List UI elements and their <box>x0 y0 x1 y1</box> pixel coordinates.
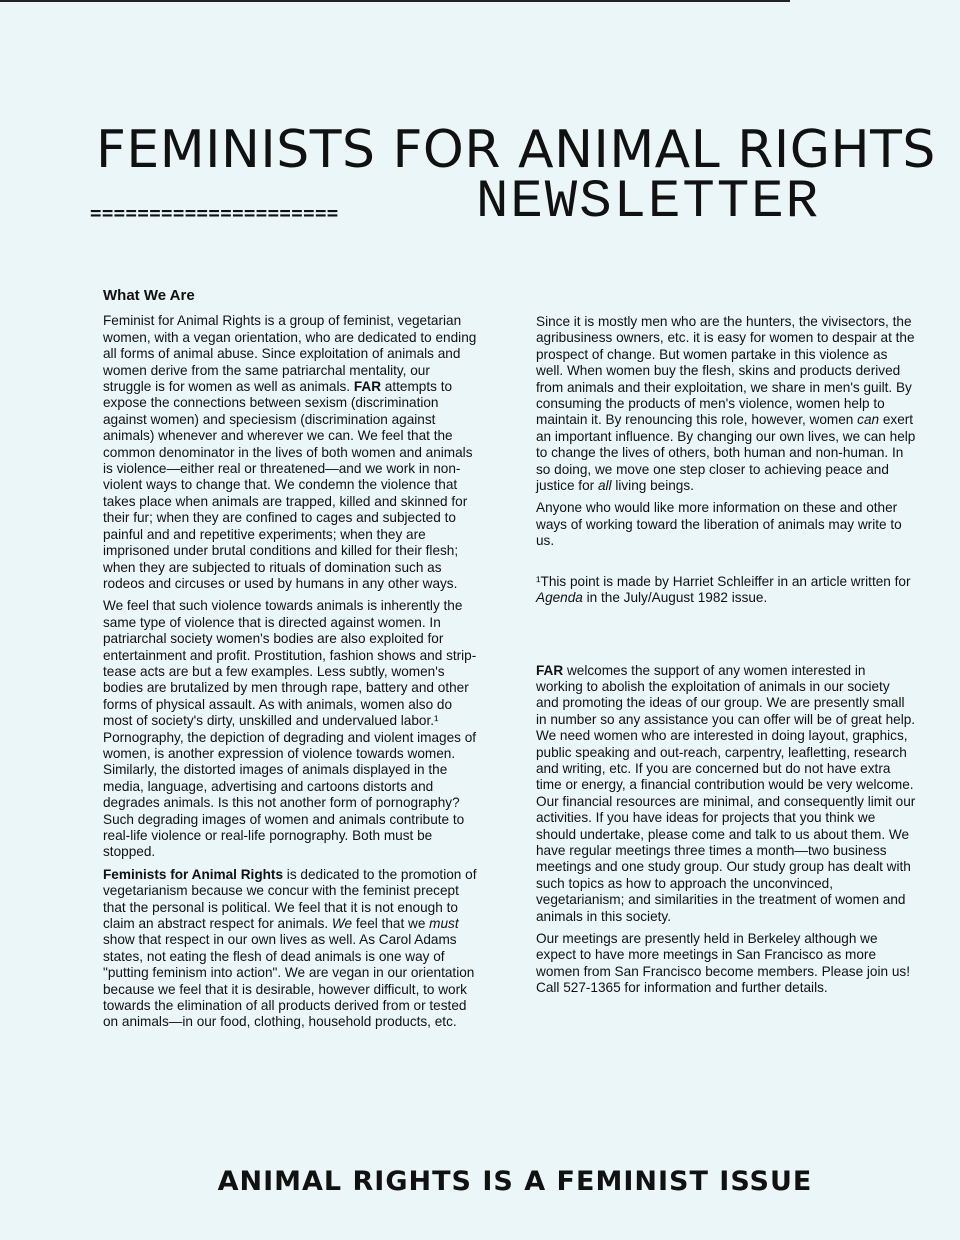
newsletter-subtitle: NEWSLETTER <box>476 172 821 233</box>
newsletter-title: FEMINISTS FOR ANIMAL RIGHTS <box>96 120 936 180</box>
text-run: welcomes the support of any women interested in working to abolish the exploitation of animals in our society and promoting the ideas of our group. We are presently small in number so any assistance you can offer will be of great help. We need women who are interested in doing layout, graphics, public speaking and out-reach, carpentry, leafletting, research and writing, etc. If you are concerned but do not have extra time or energy, a financial contribution would be very welcome. Our financial resources are minimal, and consequently limit our activities. If you have ideas for projects that you think we should undertake, please come and talk to us about them. We have regular meetings three times a month—two business meetings and one study group. Our study group has dealt with such topics as how to approach the unconvinced, vegetarianism; and similarities in the treatment of women and animals in this society. <box>536 662 916 924</box>
footer-slogan: ANIMAL RIGHTS IS A FEMINIST ISSUE <box>217 1166 813 1197</box>
bold-text: Feminists for Animal Rights <box>103 866 284 882</box>
footnote <box>536 574 916 607</box>
text-run: ¹This point is made by Harriet Schleiffer in an article written for <box>536 573 911 589</box>
text-run: is dedicated to the promotion of vegetarianism because we concur with the feminist precept that the personal is political. We feel that it is not enough to claim an abstract respect for animals. <box>103 866 477 932</box>
italic-text: must <box>429 916 459 932</box>
subtitle-row <box>90 172 880 238</box>
italic-text: all <box>597 478 612 494</box>
text-run: living beings. <box>611 478 694 494</box>
what-we-are-paragraph <box>103 313 481 592</box>
text-run: feel that we <box>352 916 430 932</box>
bold-text: FAR <box>353 379 382 395</box>
italic-text: can <box>857 412 880 428</box>
change-paragraph <box>536 314 916 494</box>
support-paragraph <box>536 663 916 926</box>
spacer <box>536 556 916 574</box>
right-column <box>536 314 916 1003</box>
text-run: show that respect in our own lives as well. As Carol Adams states, not eating the flesh of dead animals is one way of "putting feminism into action". We are vegan in our orientation because we feel that it is desirable, however difficult, to work towards the elimination of all products derived from or tested on animals—in our food, clothing, household products, etc. <box>103 932 475 1030</box>
text-run: Since it is mostly men who are the hunters, the vivisectors, the agribusiness owners, etc. it is easy for women to despair at the prospect of change. But women partake in this violence as well. When women buy the flesh, skins and products derived from animals and their exploitation, we share in men's guilt. By consuming the products of men's violence, women help to maintain it. By renouncing this role, however, women <box>536 314 915 428</box>
text-run: Feminist for Animal Rights is a group of feminist, vegetarian women, with a vegan orientation, who are dedicated to ending all forms of animal abuse. Since exploitation of animals and women derive from the same patriarchal mentality, our struggle is for women as well as animals. <box>103 313 477 395</box>
meetings-paragraph: Our meetings are presently held in Berkeley although we expect to have more meetings in San Francisco as more women from San Francisco become members. Please join us! Call 527-1365 for information and further details. <box>536 931 910 996</box>
italic-text: We <box>331 916 353 932</box>
contact-paragraph: Anyone who would like more information on these and other ways of working toward the liberation of animals may write to us. <box>536 500 902 549</box>
violence-paragraph: We feel that such violence towards animals is inherently the same type of violence that is directed against women. In patriarchal society women's bodies are also exploited for entertainment and profit. Prostitution, fashion shows and strip-tease acts are but a few examples. Less subtly, women's bodies are brutalized by men through rape, battery and other forms of physical assault. As with animals, women also do most of society's dirty, unskilled and undervalued labor.¹ Pornography, the depiction of degrading and violent images of women, is another expression of violence towards women. Similarly, the distorted images of animals displayed in the media, language, advertising and cartoons distorts and degrades animals. Is this not another form of pornography? Such degrading images of women and animals contribute to real-life violence or real-life pornography. Both must be stopped. <box>103 598 477 860</box>
vegetarianism-paragraph <box>103 867 481 1031</box>
italic-text: Agenda <box>536 590 583 606</box>
decorative-dashes: ===================== <box>90 202 339 224</box>
bold-text: FAR <box>536 662 564 678</box>
top-rule <box>0 0 790 2</box>
spacer <box>536 613 916 663</box>
text-run: attempts to expose the connections between sexism (discrimination against women) and speciesism (discrimination against animals) whenever and wherever we can. We feel that the common denominator in the lives of both women and animals is violence—either real or threatened—and we work in non-violent ways to change that. We condemn the violence that takes place when animals are trapped, killed and skinned for their fur; when they are confined to cages and subjected to painful and and repetitive experiments; when they are imprisoned under brutal conditions and killed for their flesh; when they are subjected to rituals of domination such as rodeos and circuses or used by humans in any other ways. <box>103 379 473 591</box>
text-run: in the July/August 1982 issue. <box>582 590 768 606</box>
text-run: exert an important influence. By changing our own lives, we can help to change the lives of others, both human and non-human. In so doing, we move one step closer to achieving peace and justice for <box>536 412 916 494</box>
left-column <box>103 288 481 1037</box>
section-heading: What We Are <box>103 287 195 304</box>
